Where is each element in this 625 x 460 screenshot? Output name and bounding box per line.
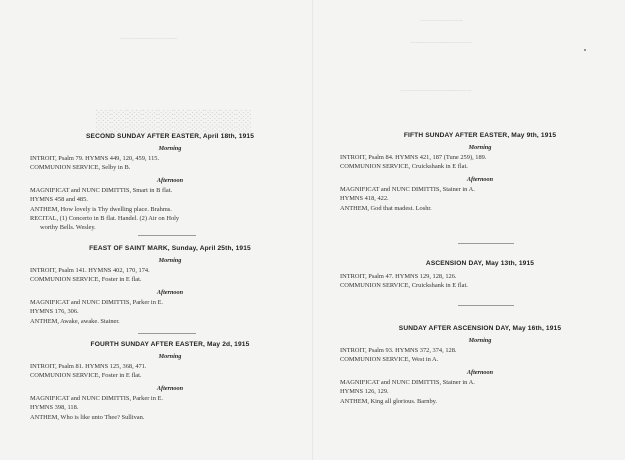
bleed-through-line: ───────────── xyxy=(410,40,472,46)
bleed-through-line: ───────── xyxy=(420,18,463,24)
divider xyxy=(138,235,196,236)
section-heading: Morning xyxy=(468,144,492,151)
bleed-through-line: ─────────────── xyxy=(400,88,472,94)
service-block xyxy=(340,132,620,213)
service-line: INTROIT, Psalm 93. HYMNS 372, 374, 128. xyxy=(340,347,457,354)
service-line: worthy Bells. Wesley. xyxy=(40,224,96,232)
service-line: ANTHEM, God that madest. Loshr. xyxy=(340,204,432,212)
service-line: MAGNIFICAT and NUNC DIMITTIS, Smart in B flat. xyxy=(30,186,173,194)
section-heading: Morning xyxy=(158,353,182,360)
service-line: INTROIT, Psalm 84. HYMNS 421, 187 (Tune 259), 189. xyxy=(340,154,487,161)
service-block xyxy=(340,260,620,291)
page-fold xyxy=(312,0,314,460)
service-line: COMMUNION SERVICE, Cruickshank in E flat. xyxy=(340,163,468,171)
divider xyxy=(138,333,196,334)
service-line: COMMUNION SERVICE, West in A. xyxy=(340,356,439,364)
section-heading: Morning xyxy=(468,337,492,344)
service-title: SUNDAY AFTER ASCENSION DAY, May 16th, 1915 xyxy=(398,325,562,332)
service-line: COMMUNION SERVICE, Selby in B. xyxy=(30,164,131,172)
service-title: SECOND SUNDAY AFTER EASTER, April 18th, 1915 xyxy=(85,133,255,140)
service-line: ANTHEM, How lovely is Thy dwelling place. Brahms. xyxy=(30,205,172,213)
service-line: INTROIT, Psalm 79. HYMNS 449, 120, 459, 115. xyxy=(30,155,160,162)
section-heading: Morning xyxy=(158,257,182,264)
service-line: ANTHEM, Who is like unto Thee? Sullivan. xyxy=(30,413,145,421)
service-block xyxy=(30,133,310,233)
service-line: RECITAL, (1) Concerto in B flat. Handel. (2) Air on Holy xyxy=(30,215,180,223)
service-line: HYMNS 126, 129. xyxy=(340,388,389,396)
divider xyxy=(458,305,514,306)
service-line: INTROIT, Psalm 81. HYMNS 125, 368, 471. xyxy=(30,363,147,370)
service-line: ANTHEM, Awake, awake. Stainer. xyxy=(30,317,120,325)
service-line: MAGNIFICAT and NUNC DIMITTIS, Parker in E. xyxy=(30,298,164,306)
service-block xyxy=(340,325,620,406)
service-line: INTROIT, Psalm 47. HYMNS 129, 128, 126. xyxy=(340,273,457,280)
service-title: FEAST OF SAINT MARK, Sunday, April 25th, 1915 xyxy=(89,245,251,252)
section-heading: Afternoon xyxy=(156,176,184,184)
service-block xyxy=(30,341,310,422)
service-line: HYMNS 418, 422. xyxy=(340,195,389,203)
service-line: MAGNIFICAT and NUNC DIMITTIS, Stainer in A. xyxy=(340,378,475,386)
service-line: ANTHEM, King all glorious. Barnby. xyxy=(340,397,438,405)
service-line: COMMUNION SERVICE, Foster in E flat. xyxy=(30,372,142,380)
service-title: ASCENSION DAY, May 13th, 1915 xyxy=(425,260,535,267)
section-heading: Afternoon xyxy=(466,368,494,376)
service-line: HYMNS 398, 118. xyxy=(30,404,79,412)
service-title: FIFTH SUNDAY AFTER EASTER, May 9th, 1915 xyxy=(403,132,557,139)
section-heading: Afternoon xyxy=(466,175,494,183)
bleed-through-line: ──────────── xyxy=(120,36,178,42)
service-line: MAGNIFICAT and NUNC DIMITTIS, Stainer in A. xyxy=(340,185,475,193)
service-line: MAGNIFICAT and NUNC DIMITTIS, Parker in E. xyxy=(30,394,164,402)
service-block xyxy=(30,245,310,326)
service-line: COMMUNION SERVICE, Cruickshank in E flat. xyxy=(340,282,468,290)
service-title: FOURTH SUNDAY AFTER EASTER, May 2d, 1915 xyxy=(90,341,250,348)
section-heading: Afternoon xyxy=(156,288,184,296)
service-line: HYMNS 458 and 485. xyxy=(30,196,88,204)
divider xyxy=(458,243,514,244)
bleed-through-heading: ░░░░░░░░░░ xyxy=(96,108,252,133)
speck xyxy=(584,49,586,51)
service-line: INTROIT, Psalm 141. HYMNS 402, 170, 174. xyxy=(30,267,150,274)
section-heading: Morning xyxy=(158,145,182,152)
section-heading: Afternoon xyxy=(156,384,184,392)
service-line: HYMNS 176, 306. xyxy=(30,308,79,316)
service-line: COMMUNION SERVICE, Foster in E flat. xyxy=(30,276,142,284)
